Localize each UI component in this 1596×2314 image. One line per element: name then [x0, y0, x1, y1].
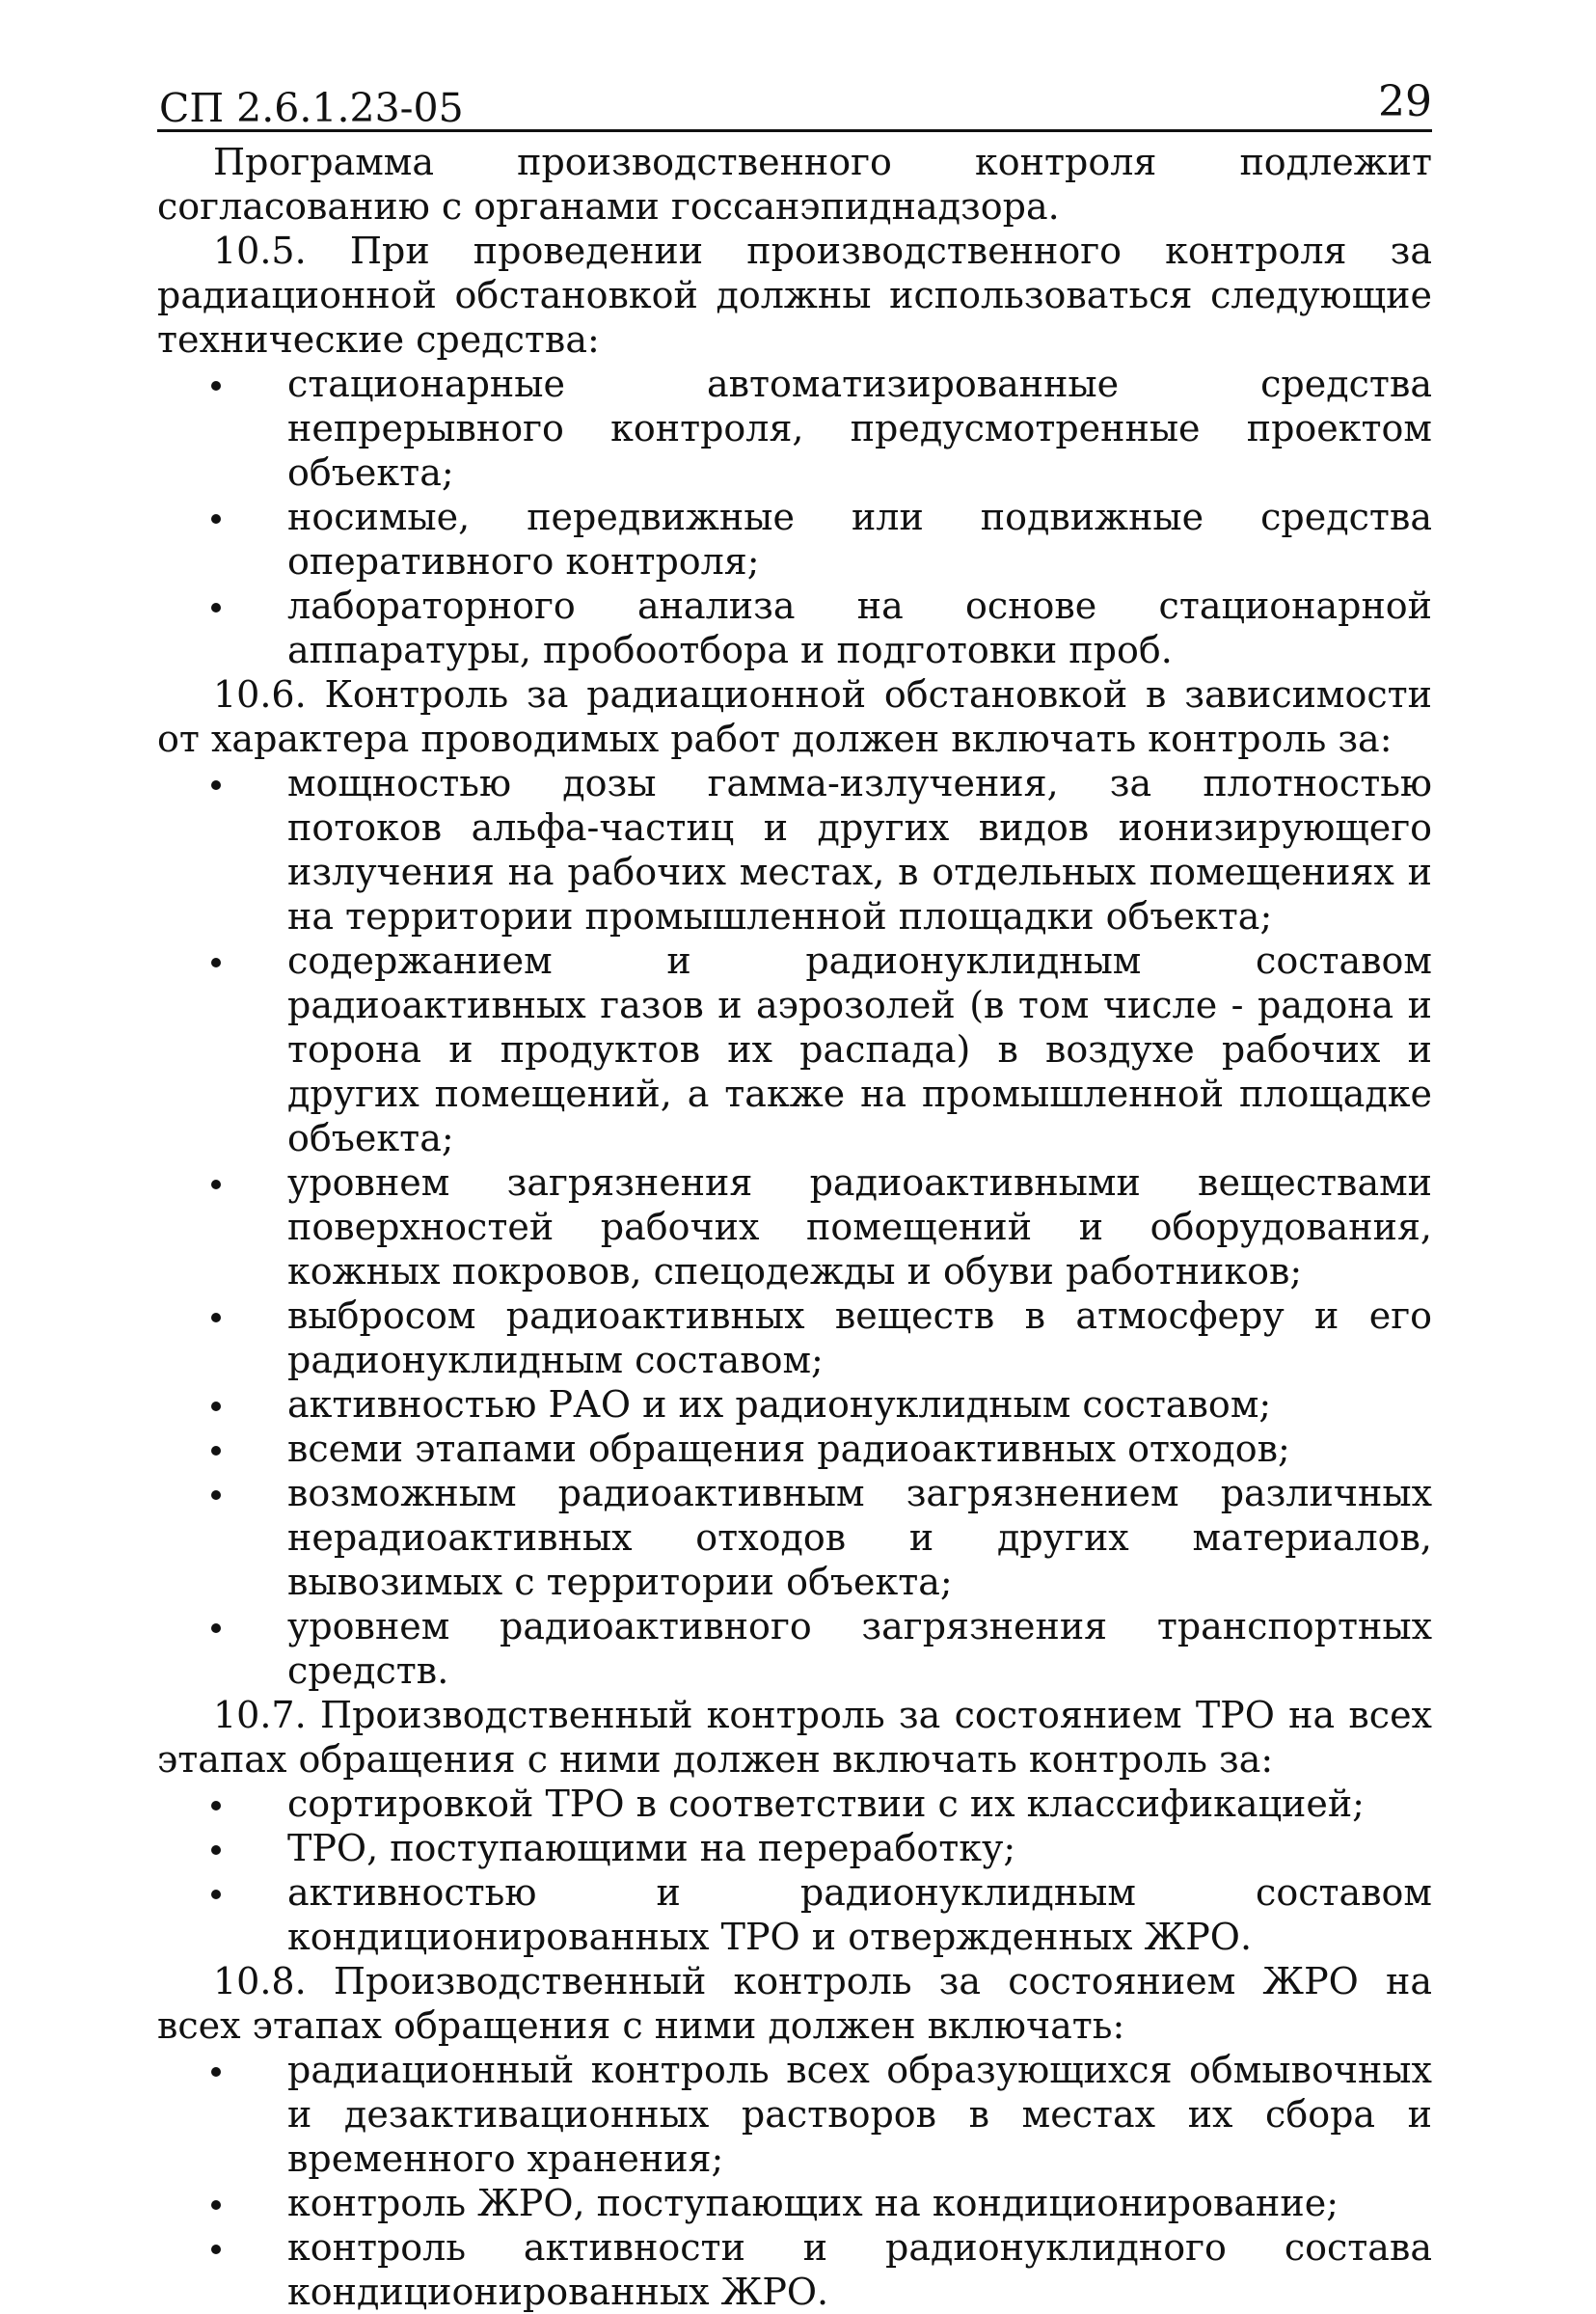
list-item-text: мощностью дозы гамма-излучения, за плотностью потоков альфа-частиц и других видов ионизирующего излучения на рабочих местах, в отдельных помещениях и на территории промышленной площадки объекта;	[287, 762, 1432, 938]
bullet-icon	[211, 1402, 221, 1411]
list-item-text: активностью и радионуклидным составом кондиционированных ТРО и отвержденных ЖРО.	[287, 1871, 1432, 1958]
list-item-text: радиационный контроль всех образующихся обмывочных и дезактивационных растворов в местах их сбора и временного хранения;	[287, 2049, 1432, 2180]
list-item	[157, 2048, 1432, 2181]
list-item	[157, 2181, 1432, 2225]
list-item	[157, 1782, 1432, 1826]
paragraph: 10.6. Контроль за радиационной обстановкой в зависимости от характера проводимых работ должен включать контроль за:	[157, 673, 1432, 760]
list-item	[157, 1427, 1432, 1471]
page-header	[157, 75, 1432, 132]
list-item	[157, 1471, 1432, 1604]
bullet-icon	[211, 1623, 221, 1633]
bullet-icon	[211, 1180, 221, 1189]
list-item	[157, 1870, 1432, 1959]
paragraph: 10.5. При проведении производственного контроля за радиационной обстановкой должны использоваться следующие технические средства:	[157, 230, 1432, 361]
bullet-list	[157, 1782, 1432, 1959]
list-item-text: сортировкой ТРО в соответствии с их классификацией;	[287, 1783, 1365, 1825]
list-item-text: возможным радиоактивным загрязнением различных нерадиоактивных отходов и других материалов, вывозимых с территории объекта;	[287, 1472, 1432, 1603]
list-item	[157, 1160, 1432, 1293]
list-item-text: уровнем загрязнения радиоактивными веществами поверхностей рабочих помещений и оборудования, кожных покровов, спецодежды и обуви работников;	[287, 1161, 1432, 1293]
paragraph: 10.7. Производственный контроль за состоянием ТРО на всех этапах обращения с ними должен включать контроль за:	[157, 1694, 1432, 1781]
bullet-icon	[211, 2067, 221, 2077]
bullet-icon	[211, 958, 221, 967]
bullet-icon	[211, 2245, 221, 2254]
list-item-text: выбросом радиоактивных веществ в атмосферу и его радионуклидным составом;	[287, 1294, 1432, 1381]
list-item	[157, 584, 1432, 672]
list-item	[157, 1604, 1432, 1693]
bullet-list	[157, 761, 1432, 1693]
list-item	[157, 2225, 1432, 2314]
bullet-icon	[211, 1313, 221, 1322]
list-item-text: ТРО, поступающими на переработку;	[287, 1827, 1016, 1869]
document-body	[157, 140, 1432, 2314]
list-item	[157, 1382, 1432, 1427]
list-item-text: уровнем радиоактивного загрязнения транспортных средств.	[287, 1605, 1432, 1692]
list-item	[157, 761, 1432, 939]
list-item	[157, 362, 1432, 495]
bullet-icon	[211, 514, 221, 524]
bullet-icon	[211, 381, 221, 391]
paragraph: 10.8. Производственный контроль за состоянием ЖРО на всех этапах обращения с ними должен включать:	[157, 1960, 1432, 2047]
list-item-text: носимые, передвижные или подвижные средства оперативного контроля;	[287, 496, 1432, 583]
page-number: 29	[1378, 77, 1432, 126]
bullet-icon	[211, 1446, 221, 1456]
bullet-icon	[211, 1845, 221, 1855]
list-item	[157, 1826, 1432, 1870]
document-code: СП 2.6.1.23-05	[159, 85, 464, 131]
bullet-icon	[211, 780, 221, 790]
document-page	[157, 75, 1432, 2314]
list-item-text: всеми этапами обращения радиоактивных отходов;	[287, 1428, 1290, 1470]
bullet-icon	[211, 2200, 221, 2210]
bullet-list	[157, 2048, 1432, 2314]
bullet-icon	[211, 1890, 221, 1899]
list-item	[157, 1293, 1432, 1382]
list-item-text: лабораторного анализа на основе стационарной аппаратуры, пробоотбора и подготовки проб.	[287, 585, 1432, 671]
bullet-list	[157, 362, 1432, 672]
list-item-text: активностью РАО и их радионуклидным составом;	[287, 1383, 1272, 1426]
list-item-text: контроль ЖРО, поступающих на кондиционирование;	[287, 2182, 1339, 2224]
list-item-text: содержанием и радионуклидным составом радиоактивных газов и аэрозолей (в том числе - радона и торона и продуктов их распада) в воздухе рабочих и других помещений, а также на промышленной площадке объекта;	[287, 939, 1432, 1159]
list-item	[157, 495, 1432, 584]
list-item-text: стационарные автоматизированные средства непрерывного контроля, предусмотренные проектом объекта;	[287, 363, 1432, 494]
bullet-icon	[211, 1801, 221, 1810]
bullet-icon	[211, 1490, 221, 1500]
paragraph: Программа производственного контроля подлежит согласованию с органами госсанэпиднадзора.	[157, 141, 1432, 228]
bullet-icon	[211, 603, 221, 613]
list-item	[157, 939, 1432, 1160]
list-item-text: контроль активности и радионуклидного состава кондиционированных ЖРО.	[287, 2226, 1432, 2313]
